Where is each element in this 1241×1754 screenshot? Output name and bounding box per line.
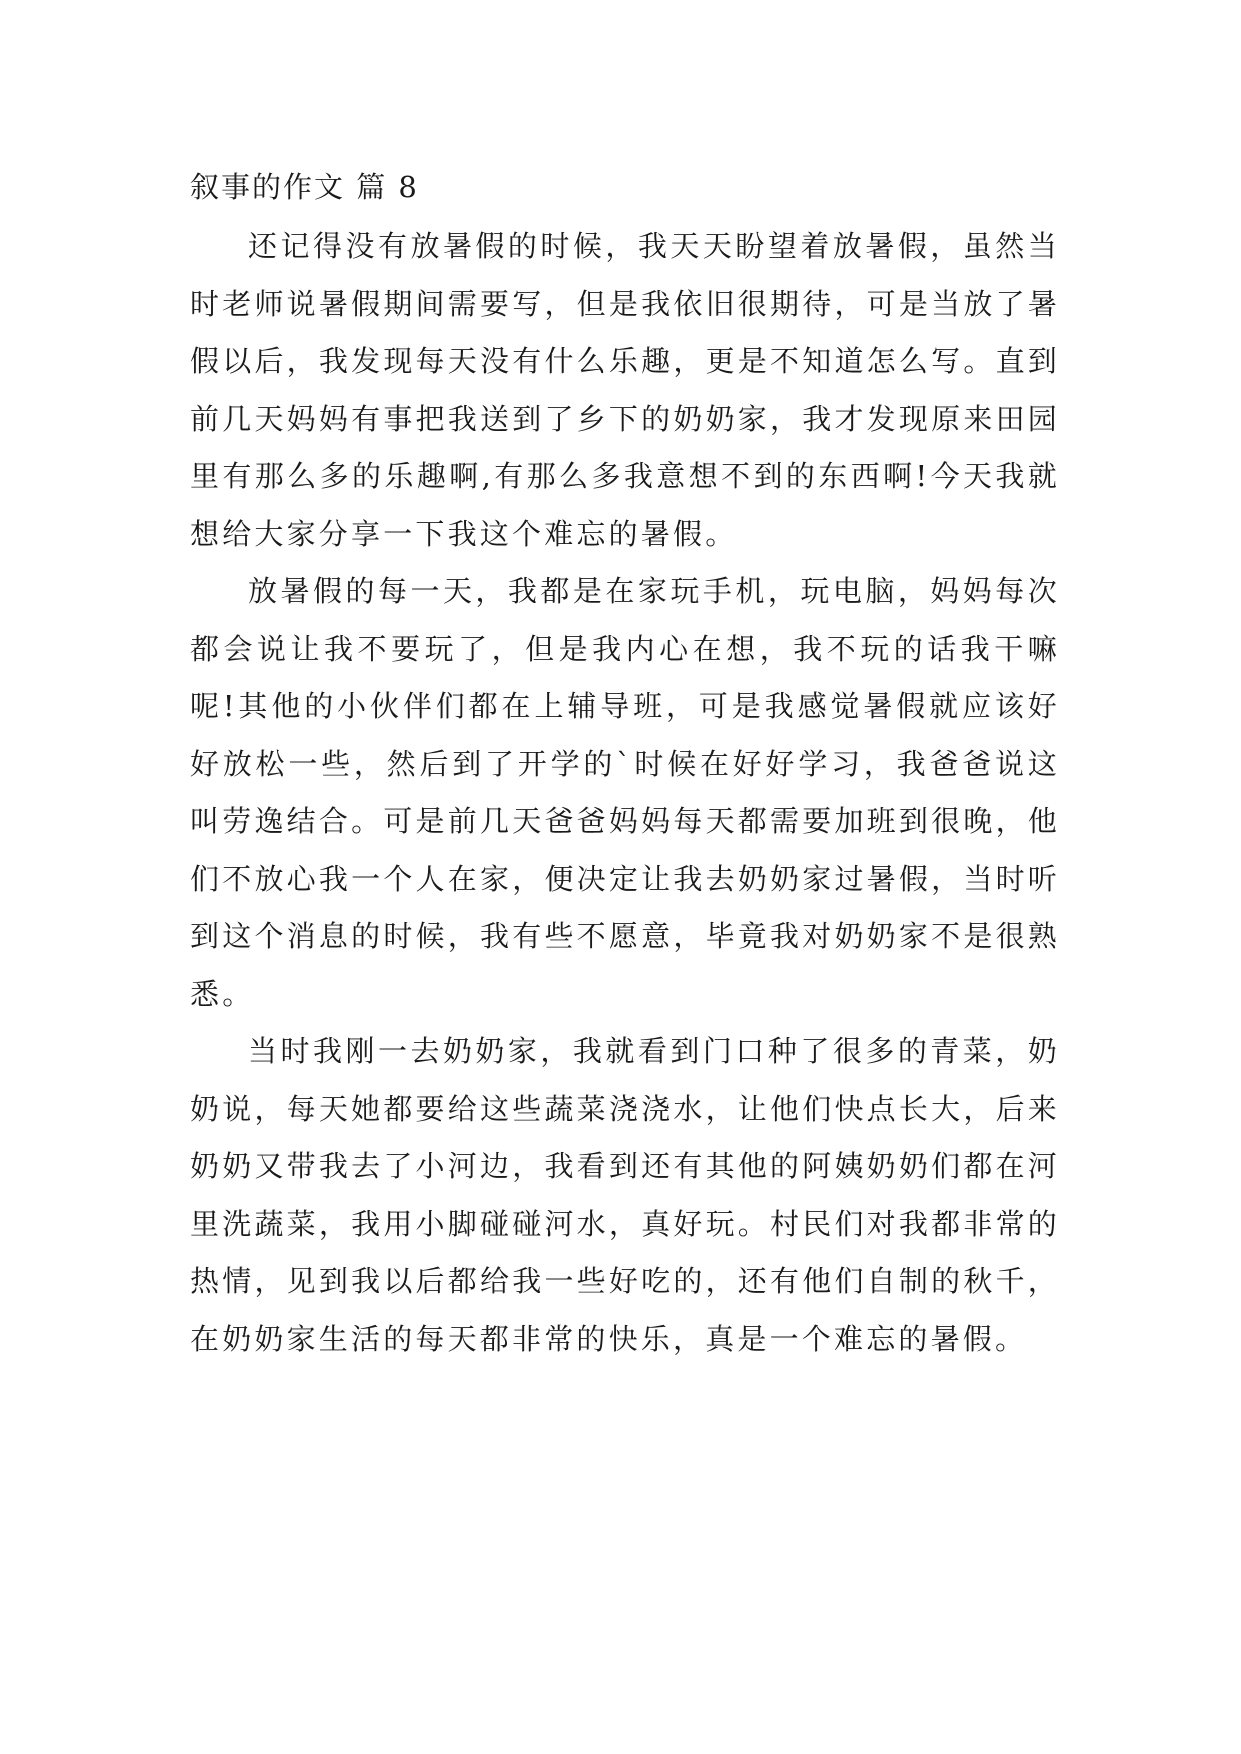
document-body bbox=[190, 218, 1060, 1368]
document-title: 叙事的作文 篇 8 bbox=[190, 170, 419, 204]
paragraph-2: 放暑假的每一天，我都是在家玩手机，玩电脑，妈妈每次都会说让我不要玩了，但是我内心在想，我不玩的话我干嘛呢!其他的小伙伴们都在上辅导班，可是我感觉暑假就应该好好放松一些，然后到了开学的`时候在好好学习，我爸爸说这叫劳逸结合。可是前几天爸爸妈妈每天都需要加班到很晚，他们不放心我一个人在家，便决定让我去奶奶家过暑假，当时听到这个消息的时候，我有些不愿意，毕竟我对奶奶家不是很熟悉。 bbox=[190, 574, 1060, 1011]
paragraph-3: 当时我刚一去奶奶家，我就看到门口种了很多的青菜，奶奶说，每天她都要给这些蔬菜浇浇水，让他们快点长大，后来奶奶又带我去了小河边，我看到还有其他的阿姨奶奶们都在河里洗蔬菜，我用小脚碰碰河水，真好玩。村民们对我都非常的热情，见到我以后都给我一些好吃的，还有他们自制的秋千，在奶奶家生活的每天都非常的快乐，真是一个难忘的暑假。 bbox=[190, 1034, 1060, 1356]
paragraph-1: 还记得没有放暑假的时候，我天天盼望着放暑假，虽然当时老师说暑假期间需要写，但是我依旧很期待，可是当放了暑假以后，我发现每天没有什么乐趣，更是不知道怎么写。直到前几天妈妈有事把我送到了乡下的奶奶家，我才发现原来田园里有那么多的乐趣啊,有那么多我意想不到的东西啊!今天我就想给大家分享一下我这个难忘的暑假。 bbox=[190, 229, 1060, 551]
